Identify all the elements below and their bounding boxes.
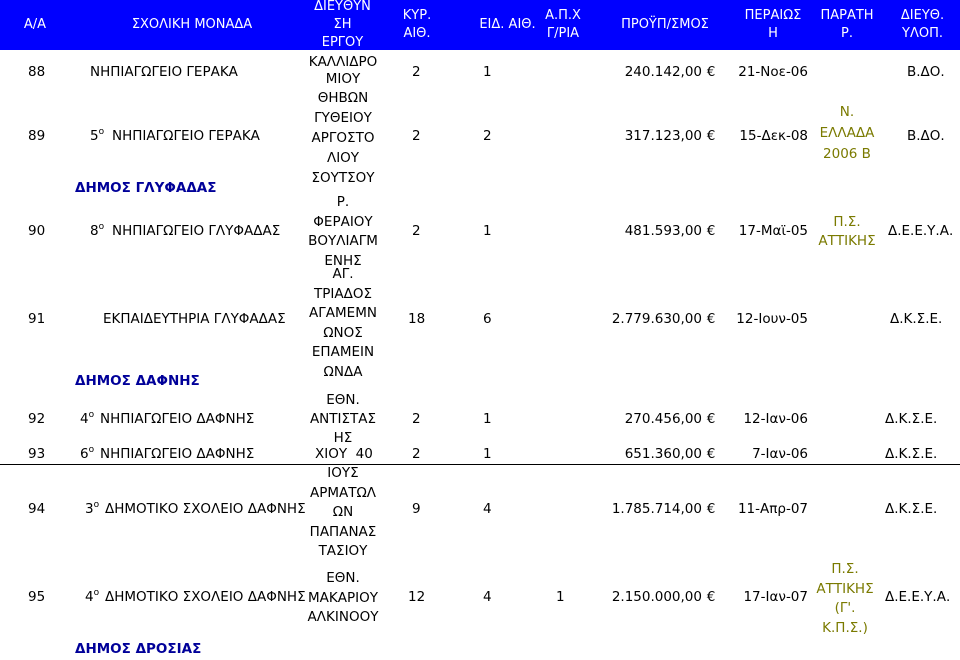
header-note: ΠΑΡΑΤΗ Ρ. — [820, 8, 874, 41]
row-completion: 17-Μαϊ-05 — [738, 223, 808, 239]
row-kyr: 9 — [412, 501, 421, 517]
row-directorate: Δ.Κ.Σ.Ε. — [885, 411, 938, 427]
row-ordinal: $6^o$ — [80, 444, 95, 462]
row-budget: 2.779.630,00 — [611, 311, 702, 327]
group-drosia: ΔΗΜΟΣ ΔΡΟΣΙΑΣ — [75, 641, 202, 657]
header-eid: ΕΙΔ. ΑΙΘ. — [479, 17, 536, 32]
row-school: ΝΗΠΙΑΓΩΓΕΙΟ ΓΛΥΦΑΔΑΣ — [112, 223, 281, 239]
row-eid: 1 — [483, 223, 492, 239]
row-aa: 92 — [28, 411, 46, 427]
row-address: ΑΓ. ΤΡΙΑΔΟΣ ΑΓΑΜΕΜΝ ΩΝΟΣ ΕΠΑΜΕΙΝ ΩΝΔΑ — [309, 266, 377, 380]
row-kyr: 18 — [408, 311, 426, 327]
row-address: ΙΟΥΣ ΑΡΜΑΤΩΛ ΩΝ ΠΑΠΑΝΑΣ ΤΑΣΙΟΥ — [309, 465, 377, 559]
row-euro: € — [706, 311, 716, 327]
row-eid: 4 — [483, 589, 492, 605]
row-completion: 11-Απρ-07 — [737, 501, 808, 517]
row-directorate: Δ.Κ.Σ.Ε. — [885, 501, 938, 517]
row-apx: 1 — [556, 589, 565, 605]
row-kyr: 2 — [412, 446, 421, 462]
row-school: ΝΗΠΙΑΓΩΓΕΙΟ ΔΑΦΝΗΣ — [100, 446, 255, 462]
header-aa: Α/Α — [23, 17, 47, 32]
row-aa: 90 — [28, 223, 46, 239]
row-address: ΕΘΝ. ΑΝΤΙΣΤΑΣ ΗΣ — [309, 392, 377, 446]
row-eid: 2 — [483, 128, 492, 144]
row-euro: € — [706, 446, 716, 462]
row-budget: 481.593,00 — [624, 223, 702, 239]
row-aa: 91 — [28, 311, 46, 327]
row-school: ΔΗΜΟΤΙΚΟ ΣΧΟΛΕΙΟ ΔΑΦΝΗΣ — [105, 589, 306, 605]
row-kyr: 12 — [408, 589, 426, 605]
row-aa: 89 — [28, 128, 46, 144]
row-school: ΕΚΠΑΙΔΕΥΤΗΡΙΑ ΓΛΥΦΑΔΑΣ — [103, 311, 286, 327]
row-ordinal: $4^o$ — [85, 587, 100, 605]
row-kyr: 2 — [412, 128, 421, 144]
row-budget: 317.123,00 — [624, 128, 702, 144]
row-completion: 17-Ιαν-07 — [743, 589, 808, 605]
row-eid: 1 — [483, 64, 492, 80]
row-ordinal: $8^o$ — [90, 221, 105, 239]
row-eid: 1 — [483, 411, 492, 427]
group-dafni: ΔΗΜΟΣ ΔΑΦΝΗΣ — [75, 373, 200, 389]
row-completion: 15-Δεκ-08 — [739, 128, 808, 144]
row-euro: € — [706, 223, 716, 239]
row-address: ΧΙΟΥ 40 — [315, 446, 373, 462]
row-aa: 95 — [28, 589, 46, 605]
row-kyr: 2 — [412, 64, 421, 80]
row-eid: 1 — [483, 446, 492, 462]
row-ordinal: $5^o$ — [90, 126, 105, 144]
group-glyfada: ΔΗΜΟΣ ΓΛΥΦΑΔΑΣ — [75, 180, 217, 196]
row-school: ΝΗΠΙΑΓΩΓΕΙΟ ΓΕΡΑΚΑ — [90, 64, 238, 80]
row-budget: 270.456,00 — [624, 411, 702, 427]
row-ordinal: $4^o$ — [80, 409, 95, 427]
row-budget: 651.360,00 — [624, 446, 702, 462]
row-directorate: Δ.Ε.Ε.Υ.Α. — [888, 223, 954, 239]
header-budget: ΠΡΟΫΠ/ΣΜΟΣ — [621, 17, 709, 32]
row-school: ΝΗΠΙΑΓΩΓΕΙΟ ΔΑΦΝΗΣ — [100, 411, 255, 427]
row-divider — [0, 464, 960, 465]
header-address: ΔΙΕΥΘΥΝ ΣΗ ΕΡΓΟΥ — [314, 0, 371, 50]
row-euro: € — [706, 64, 716, 80]
row-ordinal: $3^o$ — [85, 499, 100, 517]
header-kyr: ΚΥΡ. ΑΙΘ. — [402, 8, 432, 41]
row-completion: 12-Ιαν-06 — [743, 411, 808, 427]
row-eid: 4 — [483, 501, 492, 517]
table-header — [0, 0, 960, 50]
row-budget: 1.785.714,00 — [611, 501, 702, 517]
row-completion: 21-Νοε-06 — [738, 64, 808, 80]
row-school: ΝΗΠΙΑΓΩΓΕΙΟ ΓΕΡΑΚΑ — [112, 128, 260, 144]
row-aa: 93 — [28, 446, 46, 462]
row-completion: 12-Ιουν-05 — [736, 311, 808, 327]
row-aa: 88 — [28, 64, 46, 80]
row-address: ΚΑΛΛΙΔΡΟ ΜΙΟΥ — [308, 54, 378, 87]
row-school: ΔΗΜΟΤΙΚΟ ΣΧΟΛΕΙΟ ΔΑΦΝΗΣ — [105, 501, 306, 517]
row-euro: € — [706, 589, 716, 605]
row-note: Π.Σ. ΑΤΤΙΚΗΣ — [818, 214, 876, 249]
row-aa: 94 — [28, 501, 46, 517]
row-directorate: Β.ΔΟ. — [907, 128, 945, 144]
row-kyr: 2 — [412, 411, 421, 427]
row-directorate: Δ.Κ.Σ.Ε. — [890, 311, 943, 327]
row-eid: 6 — [483, 311, 492, 327]
header-directorate: ΔΙΕΥΘ. ΥΛΟΠ. — [900, 8, 945, 41]
header-completion: ΠΕΡΑΙΩΣ Η — [744, 8, 802, 41]
row-kyr: 2 — [412, 223, 421, 239]
row-note: Ν. ΕΛΛΑΔΑ 2006 Β — [819, 104, 875, 162]
header-school: ΣΧΟΛΙΚΗ ΜΟΝΑΔΑ — [131, 17, 253, 32]
row-address: ΕΘΝ. ΜΑΚΑΡΙΟΥ ΑΛΚΙΝΟΟΥ — [307, 570, 379, 625]
row-directorate: Δ.Κ.Σ.Ε. — [885, 446, 938, 462]
row-euro: € — [706, 128, 716, 144]
row-budget: 2.150.000,00 — [611, 589, 702, 605]
row-directorate: Β.ΔΟ. — [907, 64, 945, 80]
row-budget: 240.142,00 — [624, 64, 702, 80]
row-euro: € — [706, 501, 716, 517]
row-note: Π.Σ. ΑΤΤΙΚΗΣ (Γ'. Κ.Π.Σ.) — [816, 561, 874, 636]
row-directorate: Δ.Ε.Ε.Υ.Α. — [885, 589, 951, 605]
row-address: Ρ. ΦΕΡΑΙΟΥ ΒΟΥΛΙΑΓΜ ΕΝΗΣ — [308, 194, 378, 269]
row-completion: 7-Ιαν-06 — [752, 446, 808, 462]
row-address: ΘΗΒΩΝ ΓΥΘΕΙΟΥ ΑΡΓΟΣΤΟ ΛΙΟΥ ΣΟΥΤΣΟΥ — [311, 90, 375, 186]
row-euro: € — [706, 411, 716, 427]
header-apx: Α.Π.Χ Γ/ΡΙΑ — [545, 8, 581, 41]
